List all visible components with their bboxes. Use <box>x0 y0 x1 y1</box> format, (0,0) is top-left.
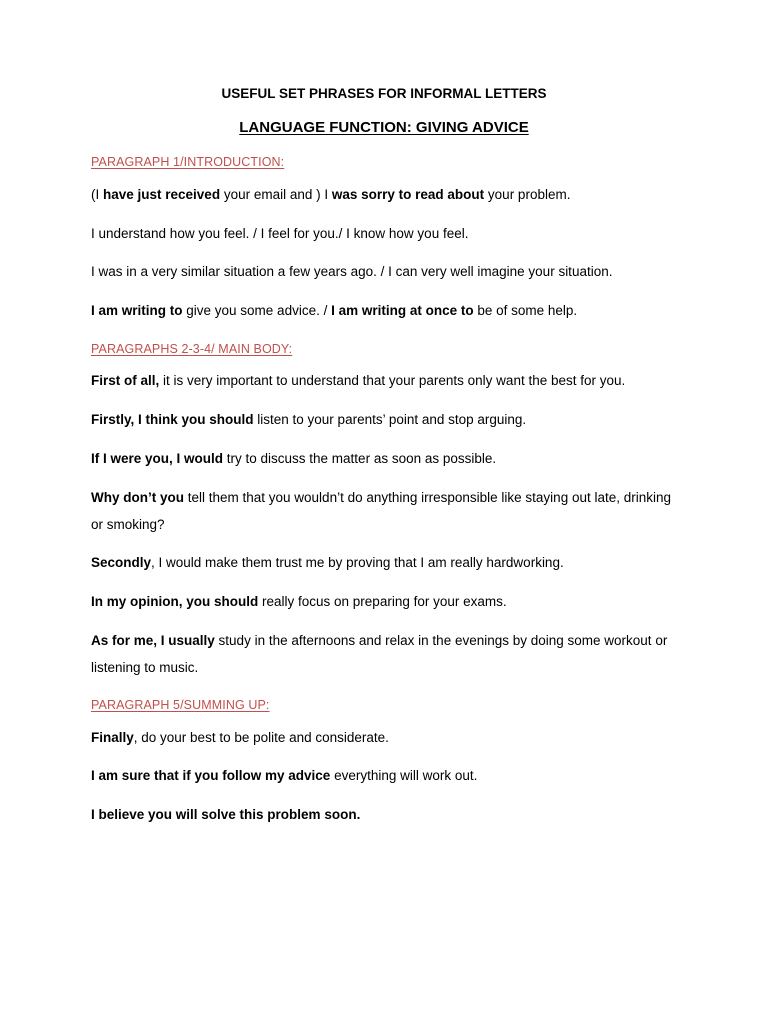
key-phrase: I am writing at once to <box>331 303 474 318</box>
phrase-line <box>91 445 683 472</box>
phrase-line <box>91 724 683 751</box>
phrase-text: , I would make them trust me by proving that I am really hardworking. <box>151 555 564 570</box>
key-phrase: If I were you, I would <box>91 451 224 466</box>
phrase-text: study in the afternoons and relax in the evenings by doing some workout or listening to music. <box>91 633 668 675</box>
phrase-text: be of some help. <box>473 303 578 318</box>
phrase-text: tell them that you wouldn’t do anything irresponsible like staying out late, drinking or smoking? <box>91 490 672 532</box>
phrase-line <box>91 801 683 828</box>
key-phrase: Finally <box>91 730 134 745</box>
phrase-text: (I <box>91 187 103 202</box>
key-phrase: In my opinion, you should <box>91 594 259 609</box>
phrase-line <box>91 297 683 324</box>
phrase-text: try to discuss the matter as soon as possible. <box>223 451 497 466</box>
key-phrase: was sorry to read about <box>331 187 485 202</box>
phrase-text: your problem. <box>484 187 571 202</box>
phrase-text: listen to your parents’ point and stop arguing. <box>253 412 527 427</box>
phrase-line <box>91 549 683 576</box>
document-title: USEFUL SET PHRASES FOR INFORMAL LETTERS <box>221 86 547 101</box>
phrase-text: it is very important to understand that your parents only want the best for you. <box>159 373 626 388</box>
key-phrase: Firstly, I think you should <box>91 412 254 427</box>
phrase-line <box>91 484 683 538</box>
key-phrase: Secondly <box>91 555 152 570</box>
phrase-line <box>91 258 683 285</box>
phrase-line <box>91 588 683 615</box>
phrase-text: your email and ) I <box>220 187 332 202</box>
phrase-text: I understand how you feel. / I feel for you./ I know how you feel. <box>91 226 469 241</box>
key-phrase: I am sure that if you follow my advice <box>91 768 331 783</box>
section-heading-main-body: PARAGRAPHS 2-3-4/ MAIN BODY: <box>91 342 293 356</box>
phrase-line <box>91 627 683 681</box>
key-phrase: have just received <box>103 187 221 202</box>
key-phrase: I am writing to <box>91 303 183 318</box>
key-phrase: Why don’t you <box>91 490 184 505</box>
phrase-line <box>91 367 683 394</box>
phrase-line <box>91 181 683 208</box>
section-heading-introduction: PARAGRAPH 1/INTRODUCTION: <box>91 155 285 169</box>
key-phrase: I believe you will solve this problem soon. <box>91 807 361 822</box>
document-subtitle: LANGUAGE FUNCTION: GIVING ADVICE <box>239 119 529 136</box>
phrase-text: give you some advice. / <box>182 303 332 318</box>
phrase-line <box>91 220 683 247</box>
section-heading-summing-up: PARAGRAPH 5/SUMMING UP: <box>91 698 270 712</box>
phrase-text: I was in a very similar situation a few years ago. / I can very well imagine your situation. <box>91 264 613 279</box>
phrase-line <box>91 762 683 789</box>
phrase-text: really focus on preparing for your exams. <box>258 594 507 609</box>
key-phrase: First of all, <box>91 373 160 388</box>
phrase-text: everything will work out. <box>330 768 478 783</box>
key-phrase: As for me, I usually <box>91 633 215 648</box>
phrase-text: , do your best to be polite and considerate. <box>133 730 389 745</box>
phrase-line <box>91 406 683 433</box>
